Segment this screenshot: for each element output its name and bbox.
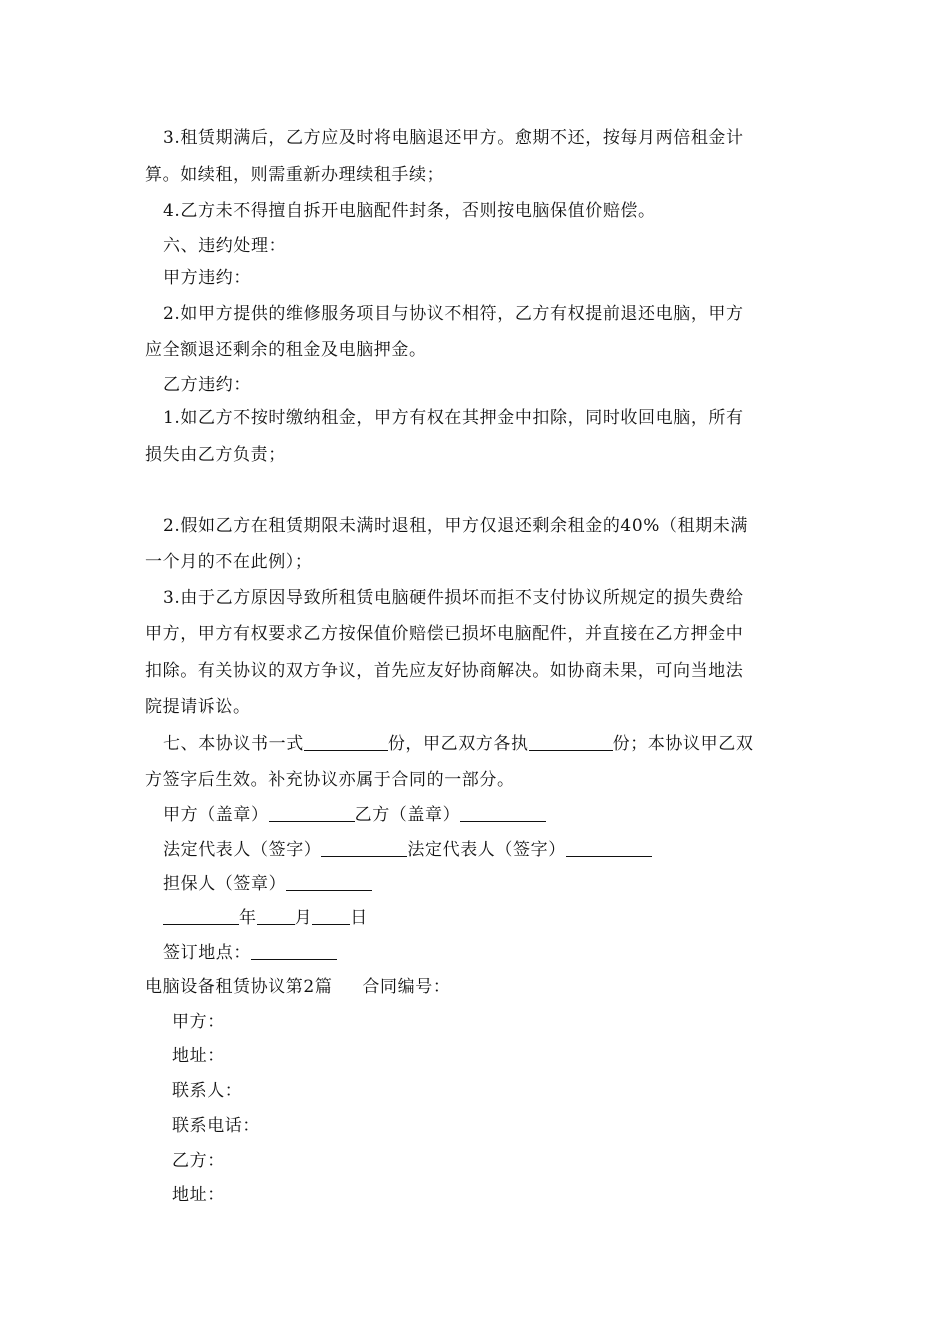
clause-3-line-2: 算。如续租，则需重新办理续租手续； <box>145 165 445 185</box>
day-label: 日 <box>350 908 368 928</box>
contact-person-label: 联系人： <box>172 1081 243 1101</box>
clause-4: 4.乙方未不得擅自拆开电脑配件封条，否则按电脑保值价赔偿。 <box>163 201 656 221</box>
breach-b3-line-1: 3.由于乙方原因导致所租赁电脑硬件损坏而拒不支付协议所规定的损失费给 <box>163 588 744 608</box>
breach-b1-line-2: 损失由乙方负责； <box>145 445 286 465</box>
breach-b3-line-2: 甲方，甲方有权要求乙方按保值价赔偿已损坏电脑配件，并直接在乙方押金中 <box>145 624 744 644</box>
clause-3-line-1: 3.租赁期满后，乙方应及时将电脑退还甲方。愈期不还，按每月两倍租金计 <box>163 128 744 148</box>
legal-rep-line <box>163 840 652 860</box>
day-blank[interactable] <box>312 908 350 925</box>
guarantor-blank[interactable] <box>286 874 372 891</box>
party-b-seal-label: 乙方（盖章） <box>354 805 461 825</box>
copies-count-blank[interactable] <box>304 734 388 751</box>
date-line <box>163 908 368 928</box>
party-a-breach-heading: 甲方违约： <box>163 268 251 288</box>
party-a-label: 甲方： <box>172 1012 225 1032</box>
month-label: 月 <box>294 908 313 928</box>
breach-b3-line-3: 扣除。有关协议的双方争议，首先应友好协商解决。如协商未果，可向当地法 <box>145 661 744 681</box>
signing-place-line <box>163 943 337 963</box>
breach-b2-line-1: 2.假如乙方在租赁期限未满时退租，甲方仅退还剩余租金的40%（租期未满 <box>163 516 749 536</box>
party-b-seal-blank[interactable] <box>460 805 546 822</box>
legal-rep-b-blank[interactable] <box>566 840 652 857</box>
guarantor-label: 担保人（签章） <box>163 874 287 894</box>
breach-b2-line-2: 一个月的不在此例）； <box>145 552 313 572</box>
copies-text-3: 份；本协议甲乙双 <box>612 734 754 754</box>
breach-heading: 六、违约处理： <box>163 236 287 256</box>
breach-b3-line-4: 院提请诉讼。 <box>145 697 251 717</box>
party-a-seal-blank[interactable] <box>269 805 355 822</box>
party-b-address-label: 地址： <box>172 1185 225 1205</box>
party-b-breach-heading: 乙方违约： <box>163 375 251 395</box>
copies-clause-line-1 <box>163 734 753 754</box>
breach-a2-line-1: 2.如甲方提供的维修服务项目与协议不相符，乙方有权提前退还电脑，甲方 <box>163 304 744 324</box>
guarantor-line <box>163 874 372 894</box>
year-blank[interactable] <box>163 908 239 925</box>
signing-place-label: 签订地点： <box>163 943 251 963</box>
party-b-label: 乙方： <box>172 1151 225 1171</box>
legal-rep-a-blank[interactable] <box>321 840 407 857</box>
signing-place-blank[interactable] <box>251 943 337 960</box>
party-a-address-label: 地址： <box>172 1046 225 1066</box>
copies-text-2: 份，甲乙双方各执 <box>387 734 529 754</box>
month-blank[interactable] <box>257 908 295 925</box>
second-contract-header <box>145 977 450 997</box>
copies-clause-line-2: 方签字后生效。补充协议亦属于合同的一部分。 <box>145 770 515 790</box>
copies-text-1: 七、本协议书一式 <box>163 734 304 754</box>
legal-rep-a-label: 法定代表人（签字） <box>163 840 322 860</box>
contact-phone-label: 联系电话： <box>172 1116 260 1136</box>
party-a-seal-label: 甲方（盖章） <box>163 805 269 825</box>
year-label: 年 <box>239 908 257 928</box>
second-contract-title: 电脑设备租赁协议第2篇 <box>145 977 333 997</box>
contract-number-label: 合同编号： <box>362 977 451 997</box>
breach-b1-line-1: 1.如乙方不按时缴纳租金，甲方有权在其押金中扣除，同时收回电脑，所有 <box>163 408 744 428</box>
seal-line <box>163 805 546 825</box>
breach-a2-line-2: 应全额退还剩余的租金及电脑押金。 <box>145 340 427 360</box>
copies-each-blank[interactable] <box>529 734 613 751</box>
legal-rep-b-label: 法定代表人（签字） <box>407 840 566 860</box>
